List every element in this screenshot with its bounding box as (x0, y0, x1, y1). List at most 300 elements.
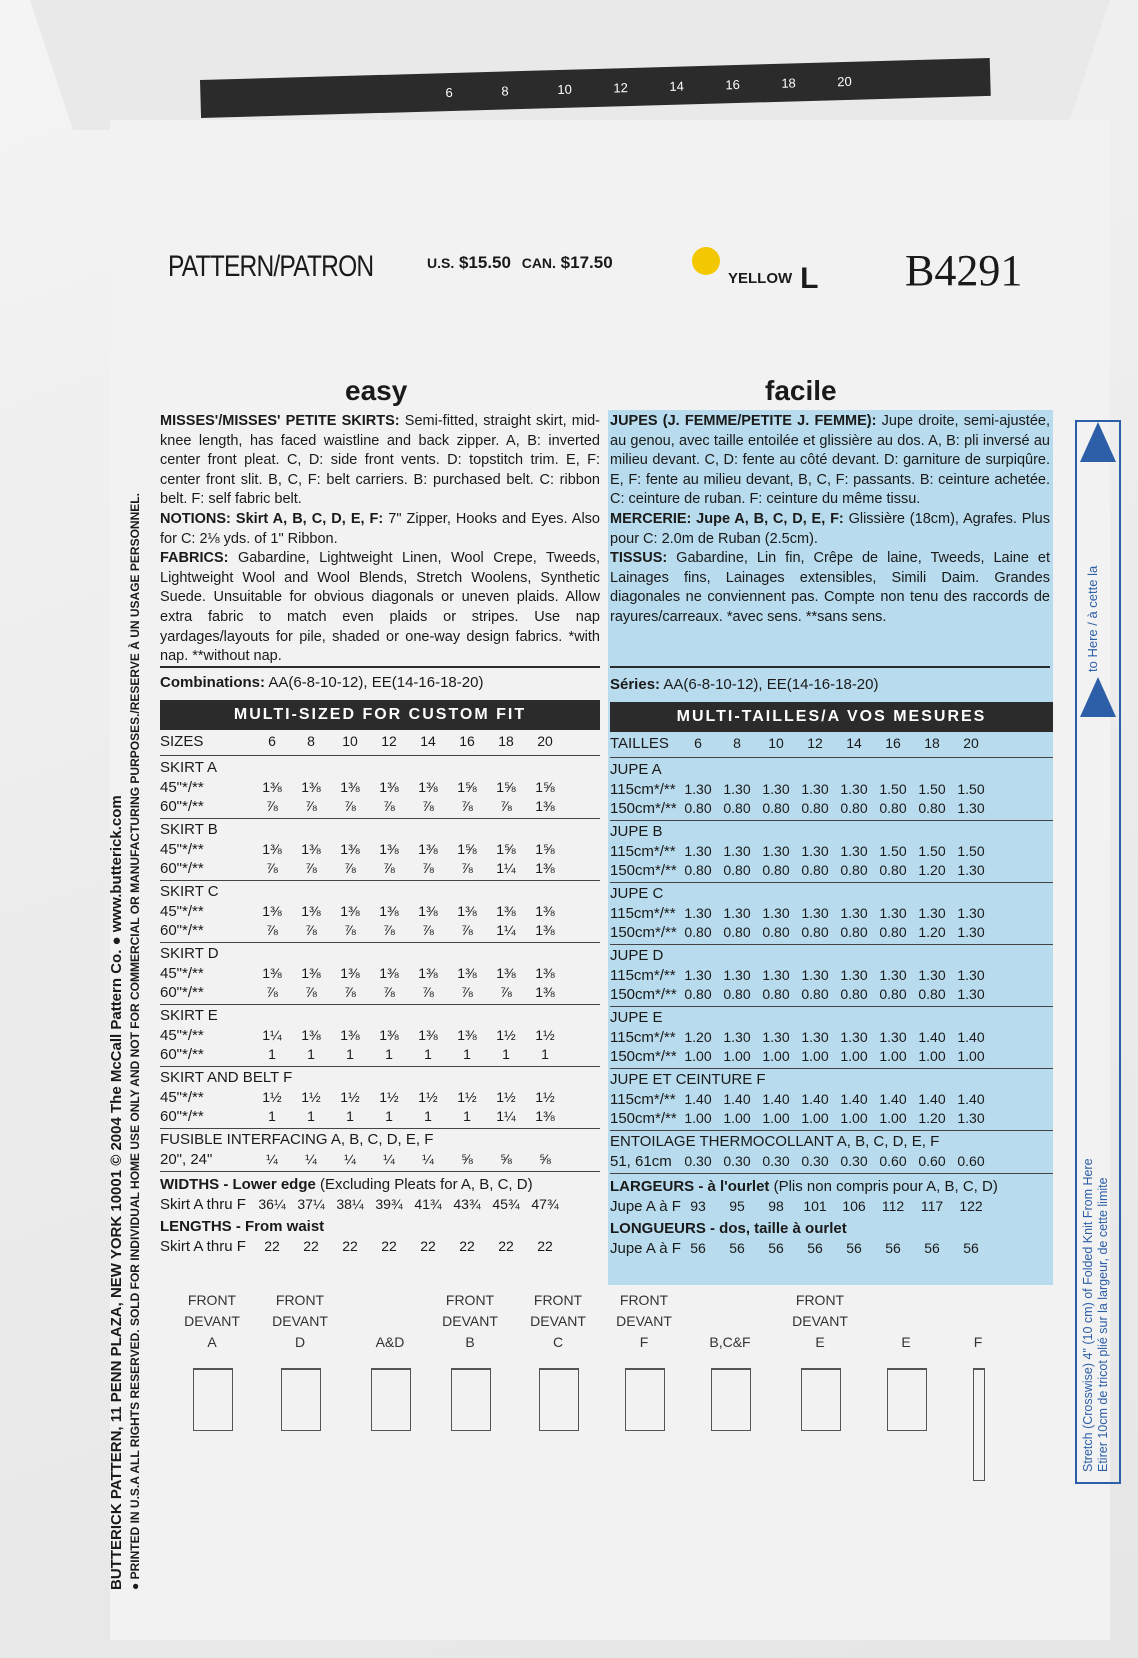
table-cell: 1.40 (918, 1029, 946, 1045)
table-cell: 37¼ (297, 1196, 325, 1212)
skirt-drawing-icon (973, 1368, 985, 1481)
table-cell: ⅞ (461, 922, 473, 938)
table-cell: 1⅜ (301, 965, 321, 981)
widths-title (610, 1178, 998, 1195)
group-label: JUPE D (610, 947, 664, 964)
row-rule (610, 757, 1053, 758)
table-cell: ⅞ (344, 860, 356, 876)
row-label: 150cm*/** (610, 862, 677, 879)
table-cell: ⅞ (305, 984, 317, 1000)
table-cell: 1.40 (879, 1091, 907, 1107)
table-cell: 1⅜ (340, 903, 360, 919)
table-cell: 1⅜ (379, 779, 399, 795)
description-paragraph (610, 412, 1050, 510)
table-cell: 1⅜ (262, 841, 282, 857)
table-cell: 122 (959, 1198, 983, 1214)
color-dot-icon (692, 247, 720, 275)
row-rule (160, 880, 600, 881)
table-cell: 0.30 (684, 1153, 712, 1169)
table-cell: 1.30 (684, 843, 712, 859)
table-cell: 1 (424, 1046, 432, 1062)
table-cell: 16 (885, 735, 901, 751)
table-cell: ⅝ (461, 1151, 473, 1167)
view-front-label: FRONT (187, 1292, 237, 1308)
view-front-label (350, 1290, 430, 1311)
table-cell: 0.80 (840, 862, 868, 878)
table-cell: 0.80 (723, 986, 751, 1002)
table-cell: ⅞ (344, 922, 356, 938)
english-yardage-table (160, 733, 600, 1293)
table-cell: 1½ (457, 1089, 477, 1105)
description-paragraph (610, 549, 1050, 627)
view-front-label: FRONT (445, 1292, 495, 1308)
table-cell: 1.30 (879, 905, 907, 921)
view-devant-label: DEVANT (530, 1313, 586, 1329)
table-cell: ⅞ (422, 922, 434, 938)
description-text: Semi-fitted, straight skirt, mid-knee length, has faced waistline and back zipper. A, B: inverted center front pleat. C, D: side front vents. D: topstitch trim. E, F: center front slit. B, C, F: belt carriers. B: purchased belt. C: ribbon belt. F: self fabric belt. (160, 413, 601, 508)
group-label: JUPE C (610, 885, 664, 902)
row-label: 115cm*/** (610, 1029, 676, 1046)
table-cell: 1 (502, 1046, 510, 1062)
stretch-gauge (1075, 420, 1121, 1484)
table-cell: ⅝ (500, 1151, 512, 1167)
table-cell: 1.50 (918, 781, 946, 797)
facile-label: facile (765, 375, 837, 406)
view-letter: B (465, 1334, 475, 1350)
view-devant-label: DEVANT (792, 1313, 848, 1329)
view-letter: F (973, 1334, 983, 1350)
table-cell: 0.60 (918, 1153, 946, 1169)
row-label: 60"*/** (160, 798, 204, 815)
table-cell: 56 (924, 1240, 940, 1256)
row-rule (610, 1130, 1053, 1131)
table-cell: 6 (268, 733, 276, 749)
table-cell: 0.80 (801, 924, 829, 940)
row-label: 45"*/** (160, 1027, 204, 1044)
us-label: U.S. (427, 255, 455, 271)
table-cell: 1.30 (957, 1110, 985, 1126)
table-cell: 0.80 (918, 986, 946, 1002)
table-cell: 1⅜ (340, 841, 360, 857)
combinations-label: Combinations: (160, 674, 265, 691)
row-label: 150cm*/** (610, 1110, 677, 1127)
divider (160, 666, 600, 668)
table-cell: 1⅜ (496, 965, 516, 981)
table-cell: 0.80 (801, 986, 829, 1002)
table-cell: ⅞ (266, 922, 278, 938)
lengths-title (610, 1220, 847, 1237)
table-cell: 1.50 (879, 781, 907, 797)
table-cell: 8 (733, 735, 741, 751)
technical-drawings (160, 1290, 1060, 1490)
table-cell: 1.00 (879, 1048, 907, 1064)
table-cell: ⅞ (500, 984, 512, 1000)
row-label: 115cm*/** (610, 1091, 676, 1108)
table-cell: 1⅝ (496, 779, 516, 795)
table-cell: 1.40 (918, 1091, 946, 1107)
table-cell: 1⅜ (457, 903, 477, 919)
table-cell: 1.50 (879, 843, 907, 859)
us-price: $15.50 (458, 253, 511, 272)
skirt-drawing-icon (281, 1368, 321, 1431)
row-label: 20", 24" (160, 1151, 213, 1168)
pattern-number: B4291 (905, 246, 1023, 295)
table-cell: 20 (537, 733, 553, 749)
row-label: 115cm*/** (610, 967, 676, 984)
table-cell: 10 (768, 735, 784, 751)
row-label: Skirt A thru F (160, 1238, 246, 1255)
table-cell: 0.60 (879, 1153, 907, 1169)
table-cell: 1.30 (801, 781, 829, 797)
row-label: 45"*/** (160, 903, 204, 920)
table-cell: 1⅜ (301, 841, 321, 857)
table-cell: 0.80 (879, 924, 907, 940)
series-label: Séries: (610, 676, 661, 693)
table-cell: 1 (541, 1046, 549, 1062)
table-cell: 1⅜ (262, 965, 282, 981)
description-text: Gabardine, Lin fin, Crêpe de laine, Tweeds, Laine et Lainages fins, Lainages extensibles, Simili Daim. Grandes diagonales ne conviennent pas. Compte non tenu des raccords de rayures/carreaux. *avec sens. **sans sens. (610, 550, 1050, 625)
view-devant-label: DEVANT (442, 1313, 498, 1329)
table-cell: ⅞ (305, 922, 317, 938)
table-cell: 98 (768, 1198, 784, 1214)
row-rule (160, 942, 600, 943)
table-cell: 1.30 (762, 843, 790, 859)
table-cell: 0.80 (879, 800, 907, 816)
table-cell: 1.30 (762, 781, 790, 797)
table-cell: 1 (346, 1046, 354, 1062)
table-cell: 1.00 (840, 1110, 868, 1126)
table-cell: 0.30 (840, 1153, 868, 1169)
view-front-label (690, 1290, 770, 1311)
description-text: Jupe droite, semi-ajustée, au genou, avec taille entoilée et glissière au dos. A, B: pli inversé au milieu devant. C, D: fente au côté devant. D: garniture de surpiqûre. E, F: fente au milieu devant, B, C, F: passants. B: ceinture achetée. C: ceinture de ruban. F: ceinture du même tissu. (610, 413, 1050, 508)
row-label: 150cm*/** (610, 1048, 677, 1065)
size-bar-number: 8 (501, 83, 509, 99)
row-label: 150cm*/** (610, 986, 677, 1003)
widths-note: (Excluding Pleats for A, B, C, D) (315, 1176, 533, 1193)
description-heading: TISSUS: (610, 550, 668, 567)
table-cell: 1.00 (879, 1110, 907, 1126)
table-cell: ¼ (383, 1151, 395, 1167)
view-letter: E (815, 1334, 825, 1350)
rights-notice: ● PRINTED IN U.S.A ALL RIGHTS RESERVED. SOLD FOR INDIVIDUAL HOME USE ONLY AND NOT FOR COMMERCIAL OR MANUFACTURING PURPOSES./RESERVE À UN USAGE PERSONNEL. (128, 493, 142, 1590)
view-label (604, 1290, 684, 1353)
table-cell: ⅞ (383, 798, 395, 814)
table-cell: 1⅜ (535, 903, 555, 919)
view-label (518, 1290, 598, 1353)
view-front-label (866, 1290, 946, 1311)
table-cell: ⅞ (383, 860, 395, 876)
table-cell: 1.00 (801, 1048, 829, 1064)
row-label: 60"*/** (160, 1046, 204, 1063)
table-cell: ⅞ (461, 984, 473, 1000)
color-code (728, 257, 819, 295)
table-cell: 1⅝ (535, 779, 555, 795)
table-cell: 1.40 (840, 1091, 868, 1107)
table-cell: 1 (346, 1108, 354, 1124)
color-name: YELLOW (728, 270, 793, 287)
table-cell: 1.40 (723, 1091, 751, 1107)
group-label: ENTOILAGE THERMOCOLLANT A, B, C, D, E, F (610, 1133, 940, 1150)
view-front-label: FRONT (619, 1292, 669, 1308)
table-cell: 38¼ (336, 1196, 364, 1212)
table-cell: 0.80 (840, 800, 868, 816)
view-letter: E (901, 1334, 911, 1350)
row-rule (160, 1004, 600, 1005)
table-cell: 1⅜ (418, 779, 438, 795)
table-cell: 1⅜ (535, 922, 555, 938)
table-cell: 22 (498, 1238, 514, 1254)
table-cell: 0.80 (840, 986, 868, 1002)
table-cell: 0.30 (723, 1153, 751, 1169)
skirt-drawing-icon (711, 1368, 751, 1431)
table-cell: 1½ (301, 1089, 321, 1105)
table-cell: 10 (342, 733, 358, 749)
table-cell: 1.30 (801, 905, 829, 921)
table-cell: 1 (307, 1108, 315, 1124)
table-cell: 1.00 (762, 1110, 790, 1126)
table-cell: 1⅜ (418, 903, 438, 919)
view-front-label: FRONT (275, 1292, 325, 1308)
description-heading: FABRICS: (160, 550, 229, 567)
table-cell: 1.30 (957, 862, 985, 878)
table-cell: 0.30 (801, 1153, 829, 1169)
lengths-label: LONGUEURS - dos, taille à ourlet (610, 1220, 847, 1237)
table-cell: 1⅜ (418, 841, 438, 857)
view-letter: C (552, 1334, 564, 1350)
table-cell: 1⅜ (457, 965, 477, 981)
series (610, 676, 879, 693)
table-cell: 20 (963, 735, 979, 751)
description-text: Gabardine, Lightweight Linen, Wool Crepe, Tweeds, Lightweight Wool and Wool Blends, Stretch Woolens, Synthetic Suede. Unsuitable for obvious diagonals or uneven plaids. Allow extra fabric to match even plaids or stripes. Use nap yardages/layouts for pile, shaded or one-way design fabrics. *with nap. **without nap. (160, 550, 600, 665)
table-cell: 1⅝ (457, 841, 477, 857)
french-yardage-table (610, 735, 1053, 1295)
table-cell: 1⅜ (340, 779, 360, 795)
table-cell: 14 (420, 733, 436, 749)
table-cell: 1 (385, 1108, 393, 1124)
table-cell: 56 (846, 1240, 862, 1256)
size-bar-number: 10 (557, 81, 573, 98)
row-rule (160, 818, 600, 819)
table-cell: 1⅜ (379, 903, 399, 919)
table-cell: 1.30 (684, 967, 712, 983)
table-cell: 0.80 (723, 862, 751, 878)
description-heading: MERCERIE: Jupe A, B, C, D, E, F: (610, 510, 844, 527)
table-cell: 18 (924, 735, 940, 751)
row-label: 115cm*/** (610, 905, 676, 922)
row-label: 60"*/** (160, 860, 204, 877)
view-devant-label (350, 1311, 430, 1332)
row-label: 45"*/** (160, 841, 204, 858)
row-label: 115cm*/** (610, 781, 676, 798)
row-rule (610, 1068, 1053, 1069)
table-cell: 22 (342, 1238, 358, 1254)
table-cell: 0.80 (723, 800, 751, 816)
table-cell: 1 (463, 1046, 471, 1062)
table-cell: 22 (303, 1238, 319, 1254)
view-front-label: FRONT (533, 1292, 583, 1308)
table-cell: ¼ (344, 1151, 356, 1167)
description-heading: NOTIONS: Skirt A, B, C, D, E, F: (160, 510, 384, 527)
view-label (260, 1290, 340, 1353)
table-cell: 12 (807, 735, 823, 751)
table-cell: 22 (264, 1238, 280, 1254)
arrow-up-icon (1080, 677, 1116, 717)
easy-label: easy (345, 375, 408, 406)
description-paragraph (160, 412, 600, 510)
group-label: FUSIBLE INTERFACING A, B, C, D, E, F (160, 1131, 434, 1148)
row-label: Skirt A thru F (160, 1196, 246, 1213)
table-cell: 1⅜ (457, 1027, 477, 1043)
table-cell: 1.30 (957, 905, 985, 921)
table-cell: 1 (268, 1046, 276, 1062)
table-cell: 1⅜ (535, 984, 555, 1000)
description-text: Glissière (18cm), Agrafes. Plus pour C: 2.0m de Ruban (2.5cm). (610, 510, 1050, 547)
row-rule (610, 1173, 1053, 1174)
row-rule (160, 1128, 600, 1129)
table-cell: ⅞ (500, 798, 512, 814)
description-text: 7" Zipper, Hooks and Eyes. Also for C: 2⅛ yds. of 1" Ribbon. (160, 510, 600, 547)
group-label: SKIRT A (160, 759, 217, 776)
row-label: 45"*/** (160, 779, 204, 796)
table-cell: 56 (963, 1240, 979, 1256)
table-cell: 39¾ (375, 1196, 403, 1212)
table-cell: 0.80 (762, 924, 790, 940)
table-cell: 1.30 (840, 905, 868, 921)
table-cell: 1½ (535, 1027, 555, 1043)
description-paragraph (160, 510, 600, 549)
table-cell: 1.50 (957, 843, 985, 859)
skirt-drawing-icon (625, 1368, 665, 1431)
table-cell: 1⅜ (535, 1108, 555, 1124)
table-cell: 1.20 (684, 1029, 712, 1045)
table-cell: 1.00 (918, 1048, 946, 1064)
table-cell: ⅞ (305, 860, 317, 876)
table-cell: 1⅜ (496, 903, 516, 919)
table-cell: 1.30 (762, 967, 790, 983)
table-cell: 101 (803, 1198, 827, 1214)
view-label (172, 1290, 252, 1353)
table-cell: 22 (537, 1238, 553, 1254)
table-cell: 93 (690, 1198, 706, 1214)
color-letter: L (800, 262, 819, 295)
table-cell: 1⅜ (379, 965, 399, 981)
table-cell: ¼ (422, 1151, 434, 1167)
table-cell: 1.30 (684, 781, 712, 797)
table-cell: 1¼ (496, 1108, 516, 1124)
table-cell: 1.00 (840, 1048, 868, 1064)
table-cell: 1⅜ (379, 841, 399, 857)
table-cell: 1.30 (879, 1029, 907, 1045)
table-cell: 1⅝ (457, 779, 477, 795)
table-cell: 0.80 (762, 800, 790, 816)
table-cell: 1.50 (957, 781, 985, 797)
table-cell: 1⅜ (301, 1027, 321, 1043)
table-cell: 1.00 (684, 1110, 712, 1126)
gauge-bottom-label (1081, 1158, 1111, 1472)
table-cell: 1.30 (840, 781, 868, 797)
table-cell: 1.30 (684, 905, 712, 921)
table-cell: 1⅝ (535, 841, 555, 857)
group-label: SKIRT C (160, 883, 219, 900)
table-cell: 1.30 (918, 967, 946, 983)
table-cell: 0.80 (684, 986, 712, 1002)
table-cell: 1.30 (723, 843, 751, 859)
row-label: 51, 61cm (610, 1153, 672, 1170)
table-cell: 36¼ (258, 1196, 286, 1212)
view-label (866, 1290, 946, 1353)
table-cell: 1.30 (762, 1029, 790, 1045)
table-cell: 1⅜ (262, 779, 282, 795)
row-rule (160, 1171, 600, 1172)
view-devant-label (866, 1311, 946, 1332)
series-value: AA(6-8-10-12), EE(14-16-18-20) (663, 676, 879, 693)
table-cell: 95 (729, 1198, 745, 1214)
divider (610, 666, 1050, 668)
size-bar-number: 14 (669, 78, 685, 94)
table-cell: 56 (885, 1240, 901, 1256)
description-paragraph (610, 510, 1050, 549)
row-label: 150cm*/** (610, 924, 677, 941)
table-cell: 1.30 (957, 967, 985, 983)
row-label: Jupe A à F (610, 1240, 681, 1257)
arrow-up-icon (1080, 422, 1116, 462)
table-cell: 1.30 (879, 967, 907, 983)
table-cell: 117 (920, 1198, 944, 1214)
lengths-label: LENGTHS - From waist (160, 1218, 325, 1235)
table-cell: 12 (381, 733, 397, 749)
row-label: 45"*/** (160, 965, 204, 982)
french-banner: MULTI-TAILLES/A VOS MESURES (610, 702, 1053, 732)
description-heading: MISSES'/MISSES' PETITE SKIRTS: (160, 413, 400, 429)
view-front-label: FRONT (795, 1292, 845, 1308)
english-description (160, 412, 600, 667)
table-cell: 1.30 (957, 800, 985, 816)
table-cell: 47¾ (531, 1196, 559, 1212)
table-cell: ⅞ (383, 984, 395, 1000)
view-letter: B,C&F (709, 1334, 751, 1350)
table-cell: 1⅜ (535, 965, 555, 981)
table-cell: 0.80 (879, 986, 907, 1002)
table-cell: 1½ (418, 1089, 438, 1105)
row-label: 60"*/** (160, 984, 204, 1001)
table-cell: 1.30 (723, 1029, 751, 1045)
skirt-drawing-icon (887, 1368, 927, 1431)
table-cell: 1 (385, 1046, 393, 1062)
table-cell: 56 (768, 1240, 784, 1256)
group-label: SKIRT B (160, 821, 218, 838)
table-cell: 45¾ (492, 1196, 520, 1212)
can-price: $17.50 (560, 253, 613, 272)
table-cell: 8 (307, 733, 315, 749)
table-cell: 1.20 (918, 1110, 946, 1126)
table-cell: 1.30 (840, 843, 868, 859)
table-cell: 1.30 (957, 986, 985, 1002)
table-cell: 1¼ (262, 1027, 282, 1043)
table-cell: 1.30 (840, 967, 868, 983)
table-cell: 18 (498, 733, 514, 749)
table-cell: ⅞ (383, 922, 395, 938)
table-cell: 6 (694, 735, 702, 751)
english-banner: MULTI-SIZED FOR CUSTOM FIT (160, 700, 600, 730)
lengths-title (160, 1218, 324, 1235)
table-cell: 1.50 (918, 843, 946, 859)
table-cell: ⅞ (461, 798, 473, 814)
table-cell: ⅞ (266, 798, 278, 814)
view-devant-label: DEVANT (616, 1313, 672, 1329)
size-bar-number: 6 (445, 84, 453, 101)
row-rule (610, 1006, 1053, 1007)
size-bar-number: 12 (613, 80, 629, 96)
